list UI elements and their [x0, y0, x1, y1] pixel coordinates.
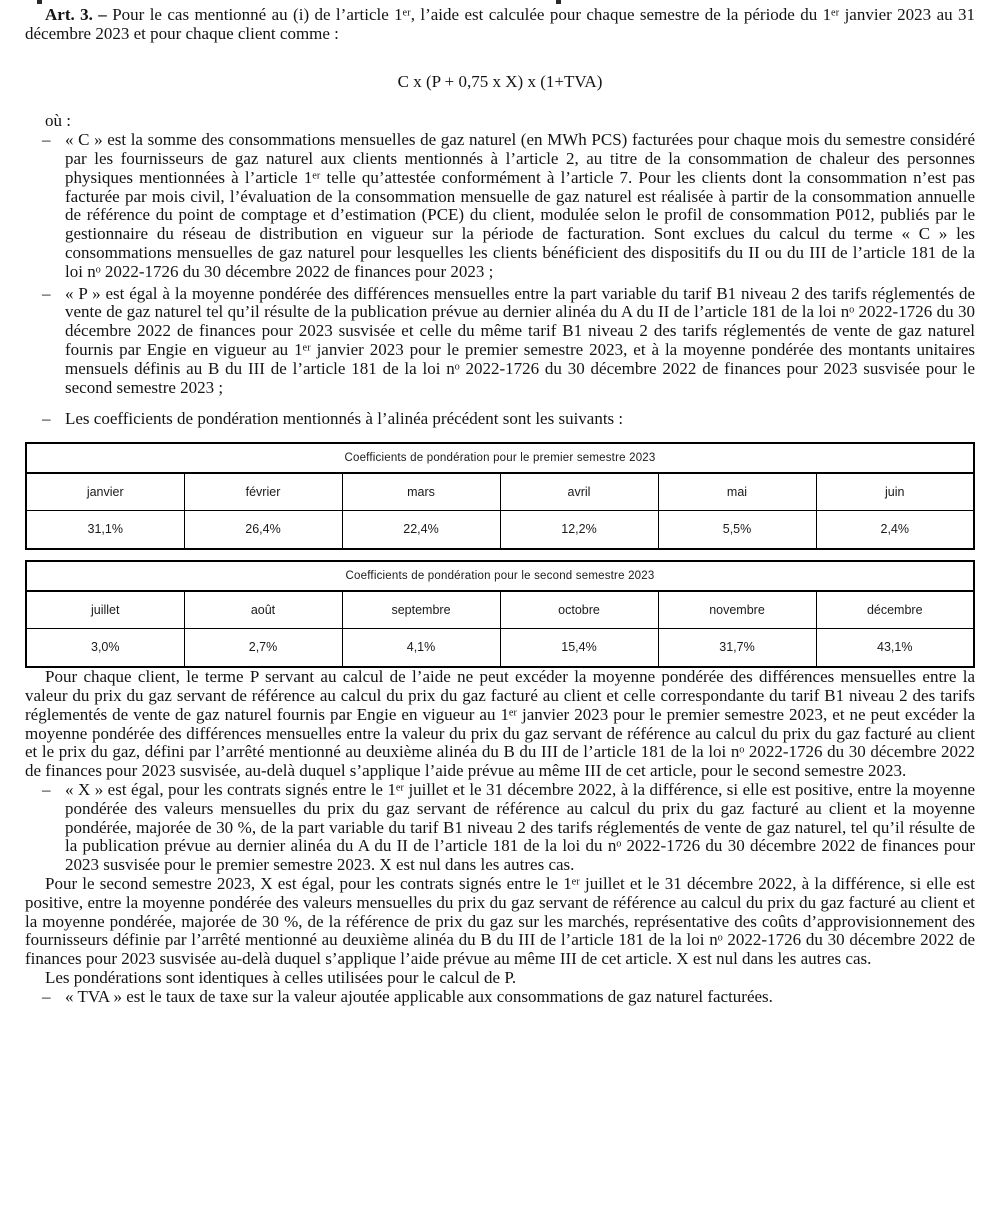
paragraph-p-cap: Pour chaque client, le terme P servant au calcul de l’aide ne peut excéder la moyenne pondérée des différences mensuelles entre la valeur du prix du gaz servant de référence au calcul du prix du gaz facturé au client et celle correspondante du tarif B1 niveau 2 des tarifs réglementés de vente de gaz naturel fournis par Engie en vigueur au 1ᵉʳ janvier 2023 pour le premier semestre 2023, et ne peut excéder la moyenne pondérée des différences mensuelles entre la valeur du prix du gaz servant de référence au calcul du prix du gaz facturé au client et le prix du gaz, défini par l’arrêté mentionné au deuxième alinéa du B du III de l’article 181 de la loi nᵒ 2022-1726 du 30 décembre 2022 de finances pour 2023 susvisée, au-delà duquel s’applique l’aide prévue au même III de cet article, pour le second semestre 2023.	[25, 667, 975, 781]
clipped-previous-line-fragment	[556, 0, 561, 4]
table-header-cell: mars	[342, 473, 500, 511]
table-value-row	[26, 511, 974, 550]
aid-formula: C x (P + 0,75 x X) x (1+TVA)	[397, 71, 603, 91]
bullet-definition-c	[25, 131, 975, 281]
bullet-definition-tva-text: « TVA » est le taux de taxe sur la valeur ajoutée applicable aux consommations de gaz naturel facturées.	[65, 986, 773, 1006]
clipped-previous-line-fragment	[37, 0, 42, 4]
table-header-cell: février	[184, 473, 342, 511]
bullet-definition-c-text: « C » est la somme des consommations mensuelles de gaz naturel (en MWh PCS) facturées pour chaque mois du semestre considéré par les fournisseurs de gaz naturel aux clients mentionnés à l’article 2, au titre de la consommation de chaleur des personnes physiques mentionnées à l’article 1ᵉʳ telle qu’attestée conformément à l’article 7. Pour les clients dont la consommation n’est pas facturée par mois civil, l’évaluation de la consommation mensuelle de gaz naturel est réalisée à partir de la consommation annuelle de référence du point de comptage et d’estimation (PCE) du client, modulée selon le profil de consommation P012, publiés par le gestionnaire du réseau de distribution en vigueur sur la période de facturation. Sont exclues du calcul du terme « C » les consommations mensuelles de gaz naturel pour lesquelles les clients bénéficient des dispositifs du II ou du III de l’article 181 de la loi nᵒ 2022-1726 du 30 décembre 2022 de finances pour 2023 ;	[65, 130, 975, 281]
bullet-definition-p-text: « P » est égal à la moyenne pondérée des différences mensuelles entre la part variable du tarif B1 niveau 2 des tarifs réglementés de vente de gaz naturel tel qu’il résulte de la publication prévue au dernier alinéa du A du II de l’article 181 de la loi nᵒ 2022-1726 du 30 décembre 2022 de finances pour 2023 susvisée et celle du même tarif B1 niveau 2 des tarifs réglementés de vente de gaz naturel fournis par Engie en vigueur au 1ᵉʳ janvier 2023 pour le premier semestre 2023, et à la moyenne pondérée des montants unitaires mensuels définis au B du III de l’article 181 de la loi nᵒ 2022-1726 du 30 décembre 2022 de finances pour 2023 susvisée pour le second semestre 2023 ;	[65, 283, 975, 397]
table-header-cell: août	[184, 591, 342, 629]
table-value-cell: 2,4%	[816, 511, 974, 550]
table-header-cell: mai	[658, 473, 816, 511]
table-value-cell: 4,1%	[342, 629, 500, 668]
table-value-cell: 12,2%	[500, 511, 658, 550]
paragraph-x-second-semestre: Pour le second semestre 2023, X est égal, pour les contrats signés entre le 1ᵉʳ juillet et le 31 décembre 2022, à la différence, si elle est positive, entre la moyenne pondérée des valeurs mensuelles du prix du gaz servant de référence au calcul du prix du gaz facturé au client et la moyenne pondérée, majorée de 30 %, de la référence de prix du gaz sur les marchés, représentative des coûts d’approvisionnement des fournisseurs définie par l’arrêté mentionné au deuxième alinéa du B du III de l’article 181 de la loi nᵒ 2022-1726 du 30 décembre 2022 de finances pour 2023 susvisée au-delà duquel s’applique l’aide prévue au même III de cet article. X est nul dans les autres cas.	[25, 873, 975, 969]
table-value-row	[26, 629, 974, 668]
where-label: où :	[45, 111, 71, 131]
paragraph-ponderations: Les pondérations sont identiques à celles utilisées pour le calcul de P.	[45, 967, 517, 987]
bullet-definition-p	[25, 285, 975, 398]
bullet-definition-x	[25, 781, 975, 875]
table-title: Coefficients de pondération pour le premier semestre 2023	[26, 443, 974, 473]
coefficients-table-second-semestre	[25, 560, 975, 668]
bullet-definition-tva	[25, 988, 975, 1007]
bullet-dash: –	[42, 986, 51, 1006]
article-intro-paragraph	[25, 6, 975, 44]
table-value-cell: 31,1%	[26, 511, 184, 550]
table-header-cell: avril	[500, 473, 658, 511]
coefficients-table-premier-semestre	[25, 442, 975, 550]
table-value-cell: 15,4%	[500, 629, 658, 668]
table-title-row	[26, 561, 974, 591]
bullet-coefficients-intro	[25, 410, 975, 429]
table-value-cell: 22,4%	[342, 511, 500, 550]
bullet-dash: –	[42, 409, 51, 429]
table-value-cell: 26,4%	[184, 511, 342, 550]
table-header-cell: septembre	[342, 591, 500, 629]
table-title-row	[26, 443, 974, 473]
table-header-cell: novembre	[658, 591, 816, 629]
article-number: Art. 3. –	[45, 5, 107, 24]
table-header-cell: juillet	[26, 591, 184, 629]
table-title: Coefficients de pondération pour le second semestre 2023	[26, 561, 974, 591]
bullet-coefficients-intro-text: Les coefficients de pondération mentionnés à l’alinéa précédent sont les suivants :	[65, 409, 624, 429]
bullet-dash: –	[42, 130, 51, 150]
table-value-cell: 43,1%	[816, 629, 974, 668]
table-header-cell: janvier	[26, 473, 184, 511]
table-value-cell: 5,5%	[658, 511, 816, 550]
article-intro-text: Pour le cas mentionné au (i) de l’article 1ᵉʳ, l’aide est calculée pour chaque semestre de la période du 1ᵉʳ janvier 2023 au 31 décembre 2023 et pour chaque client comme :	[25, 5, 976, 43]
table-header-cell: juin	[816, 473, 974, 511]
table-header-cell: octobre	[500, 591, 658, 629]
table-header-row	[26, 473, 974, 511]
bullet-dash: –	[42, 283, 51, 303]
table-value-cell: 31,7%	[658, 629, 816, 668]
bullet-dash: –	[42, 779, 51, 799]
table-header-cell: décembre	[816, 591, 974, 629]
table-header-row	[26, 591, 974, 629]
table-value-cell: 3,0%	[26, 629, 184, 668]
bullet-definition-x-text: « X » est égal, pour les contrats signés entre le 1ᵉʳ juillet et le 31 décembre 2022, à la différence, si elle est positive, entre la moyenne pondérée des valeurs mensuelles du prix du gaz servant de référence au calcul du prix du gaz facturé au client et la moyenne pondérée, majorée de 30 %, de la part variable du tarif B1 niveau 2 des tarifs réglementés de vente de gaz naturel, tel qu’il résulte de la publication prévue au dernier alinéa du A du II de l’article 181 de la loi du nᵒ 2022-1726 du 30 décembre 2022 de finances pour 2023 susvisée pour le premier semestre 2023. X est nul dans les autres cas.	[65, 779, 975, 875]
table-value-cell: 2,7%	[184, 629, 342, 668]
